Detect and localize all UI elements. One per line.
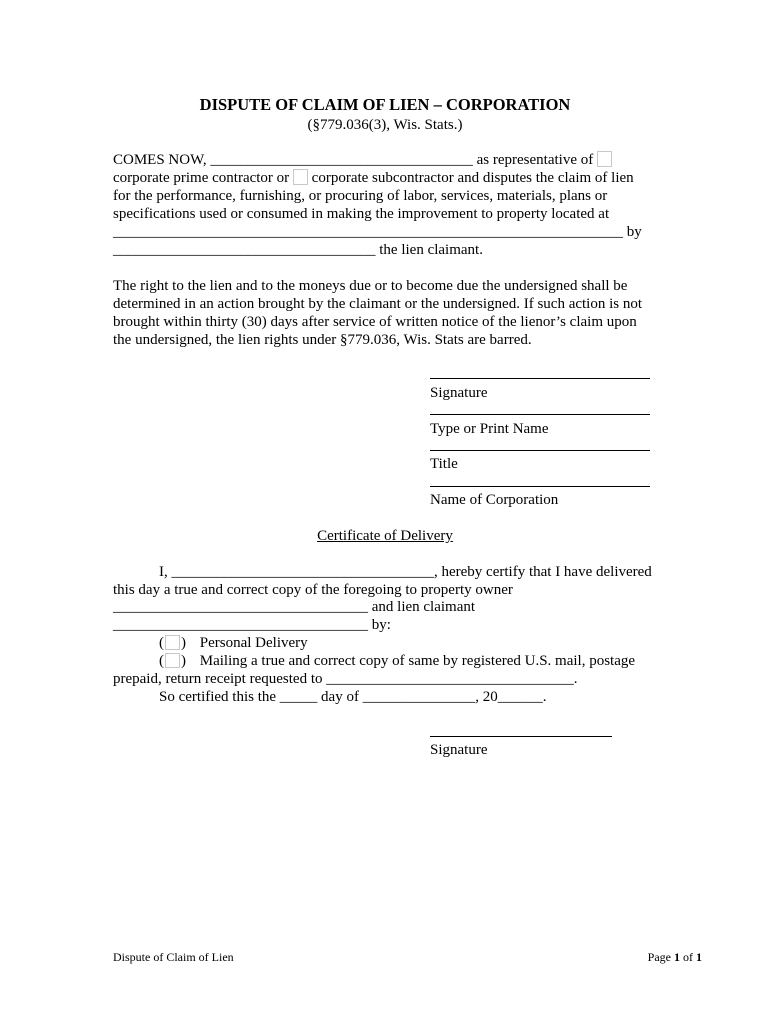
mail-delivery-checkbox[interactable]	[165, 653, 180, 668]
paren-open: (	[159, 635, 164, 651]
mail-delivery-option	[159, 652, 635, 670]
personal-delivery-label: Personal Delivery	[199, 635, 308, 651]
personal-delivery-checkbox[interactable]	[165, 635, 180, 650]
comes-now-text: COMES NOW, ___________________________________ as representative of	[113, 152, 594, 168]
print-name-label: Type or Print Name	[430, 421, 549, 437]
prime-contractor-text: corporate prime contractor or	[113, 170, 290, 186]
page-prefix: Page	[647, 950, 674, 964]
mail-delivery-label: Mailing a true and correct copy of same by registered U.S. mail, postage	[199, 653, 636, 669]
signature-line[interactable]	[430, 378, 650, 379]
signature-label: Signature	[430, 385, 488, 401]
certificate-signature-line[interactable]	[430, 736, 612, 737]
paragraph-line: brought within thirty (30) days after service of written notice of the lienor’s claim upon	[113, 314, 637, 330]
return-receipt-blank[interactable]: prepaid, return receipt requested to _________________________________.	[113, 671, 578, 687]
document-title: DISPUTE OF CLAIM OF LIEN – CORPORATION	[199, 95, 571, 114]
paren-close: )	[181, 635, 186, 651]
representative-checkbox[interactable]	[597, 151, 612, 167]
corporation-name-line[interactable]	[430, 486, 650, 487]
paren-close: )	[181, 653, 186, 669]
paragraph-line: this day a true and correct copy of the foregoing to property owner	[113, 582, 513, 598]
page-of: of	[680, 950, 696, 964]
lien-claimant-blank[interactable]: ___________________________________ the lien claimant.	[113, 242, 483, 258]
footer-document-name: Dispute of Claim of Lien	[113, 950, 234, 964]
certificate-signature-label: Signature	[430, 742, 488, 758]
title-label: Title	[430, 456, 458, 472]
lien-claimant-name-blank[interactable]: __________________________________ by:	[113, 617, 391, 633]
footer-page-number	[648, 948, 702, 966]
paragraph-line: The right to the lien and to the moneys due or to become due the undersigned shall be	[113, 278, 628, 294]
property-owner-blank[interactable]: __________________________________ and lien claimant	[113, 599, 476, 615]
subcontractor-text: corporate subcontractor and disputes the claim of lien	[311, 170, 634, 186]
certifier-name-blank[interactable]: I, ___________________________________, hereby certify that I have delivered	[159, 564, 652, 580]
paragraph-line: specifications used or consumed in making the improvement to property located at	[113, 206, 610, 222]
personal-delivery-option	[159, 634, 308, 652]
paragraph-line: determined in an action brought by the claimant or the undersigned. If such action is not	[113, 296, 643, 312]
paragraph-line: the undersigned, the lien rights under §779.036, Wis. Stats are barred.	[113, 332, 532, 348]
comes-now-line	[113, 151, 612, 169]
certificate-heading: Certificate of Delivery	[317, 528, 453, 544]
certified-date-blank[interactable]: So certified this the _____ day of _______________, 20______.	[159, 689, 547, 705]
paren-open: (	[159, 653, 164, 669]
total-pages: 1	[696, 950, 702, 964]
prime-contractor-checkbox[interactable]	[293, 169, 308, 185]
paragraph-line: for the performance, furnishing, or procuring of labor, services, materials, plans or	[113, 188, 608, 204]
contractor-type-line	[113, 169, 634, 187]
property-location-blank[interactable]: ____________________________________________________________________ by	[113, 224, 642, 240]
current-page: 1	[674, 950, 680, 964]
print-name-line[interactable]	[430, 414, 650, 415]
title-line[interactable]	[430, 450, 650, 451]
corporation-name-label: Name of Corporation	[430, 492, 559, 508]
document-subtitle: (§779.036(3), Wis. Stats.)	[307, 117, 463, 133]
